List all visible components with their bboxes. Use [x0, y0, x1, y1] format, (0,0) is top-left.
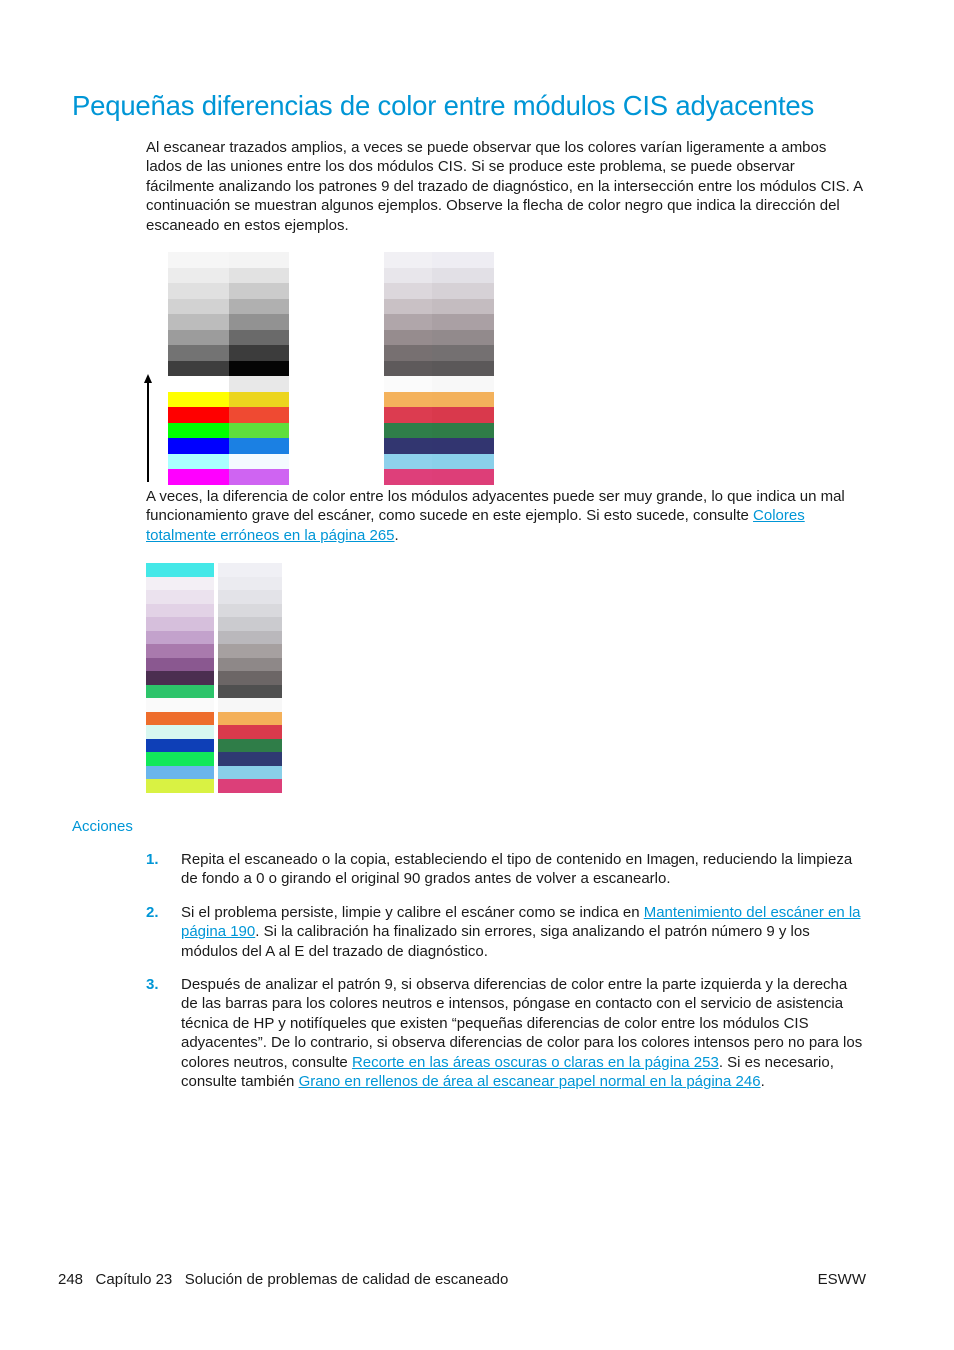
color-patch — [432, 361, 494, 377]
color-patch — [146, 712, 214, 726]
patch-row — [146, 752, 282, 766]
patch-row — [168, 407, 289, 423]
patch-row — [146, 590, 282, 604]
color-patch — [218, 752, 282, 766]
color-patch — [146, 617, 214, 631]
color-patch — [384, 407, 432, 423]
severe-difference-paragraph — [146, 487, 866, 545]
color-patch — [146, 658, 214, 672]
color-patch — [384, 469, 432, 485]
patch-row — [168, 376, 289, 392]
color-patch — [218, 563, 282, 577]
color-patch — [432, 345, 494, 361]
color-patch — [229, 252, 289, 268]
color-patch — [229, 407, 289, 423]
step-number: 2. — [146, 904, 159, 921]
color-patch — [146, 698, 214, 712]
content-type-term: Imagen — [646, 851, 695, 868]
color-patch — [229, 376, 289, 392]
color-patch — [432, 268, 494, 284]
color-patch — [168, 361, 229, 377]
patch-row — [384, 283, 494, 299]
action-step-1 — [146, 850, 866, 889]
patch-row — [168, 314, 289, 330]
color-patch — [146, 671, 214, 685]
color-patch — [168, 330, 229, 346]
scan-direction-arrow-icon — [140, 372, 156, 486]
step-2-text-a: Si el problema persiste, limpie y calibre el escáner como se indica en — [181, 904, 644, 921]
color-patch — [146, 725, 214, 739]
step-number: 1. — [146, 851, 159, 868]
link-grano-rellenos[interactable]: Grano en rellenos de área al escanear papel normal en la página 246 — [298, 1073, 761, 1091]
step-text — [181, 903, 866, 961]
color-patch — [384, 392, 432, 408]
color-patch — [432, 454, 494, 470]
patch-row — [384, 469, 494, 485]
patch-row — [168, 469, 289, 485]
color-patch — [432, 283, 494, 299]
patch-row — [146, 671, 282, 685]
color-patch — [384, 454, 432, 470]
patch-row — [146, 725, 282, 739]
color-patch — [432, 299, 494, 315]
patch-row — [384, 252, 494, 268]
color-patch — [218, 617, 282, 631]
intro-paragraph: Al escanear trazados amplios, a veces se puede observar que los colores varían ligeramente a ambos lados de las uniones entre los dos módulos CIS. Si se produce este problema, se puede observar fácilmente analizando los patrones 9 del trazado de diagnóstico, en la intersección entre los módulos CIS. A continuación se muestran algunos ejemplos. Observe la flecha de color negro que indica la dirección del escaneado en estos ejemplos. — [146, 139, 863, 234]
color-patch — [384, 299, 432, 315]
patch-row — [384, 438, 494, 454]
patch-row — [384, 314, 494, 330]
color-patch — [168, 469, 229, 485]
patch-row — [168, 345, 289, 361]
color-patch — [432, 392, 494, 408]
patch-row — [146, 779, 282, 793]
color-patch — [168, 345, 229, 361]
color-patch — [432, 423, 494, 439]
color-patch — [168, 314, 229, 330]
color-patch — [384, 438, 432, 454]
patch-row — [168, 392, 289, 408]
action-step-3 — [146, 975, 866, 1091]
color-patch — [146, 590, 214, 604]
color-patch — [218, 698, 282, 712]
color-patch — [229, 299, 289, 315]
patch-row — [384, 407, 494, 423]
color-patch — [146, 631, 214, 645]
color-patch — [146, 739, 214, 753]
color-patch — [384, 330, 432, 346]
color-patch — [146, 563, 214, 577]
step-3-text-a: Después de analizar el patrón 9, si observa diferencias de color entre la parte izquierda y la derecha de las barras para los colores neutros e intensos, póngase en contacto con el servicio de asistencia técnica de HP y notifíqueles que existen “pequeñas diferencias de color entre los módulos CIS adyacentes”. De lo contrario, si observa diferencias de color para los colores intensos pero no para los colores neutros, consulte — [181, 976, 863, 1071]
color-patch — [168, 423, 229, 439]
color-patch — [218, 604, 282, 618]
color-patch — [146, 644, 214, 658]
page-number: 248 — [58, 1271, 84, 1288]
patch-row — [384, 392, 494, 408]
footer-right: ESWW — [817, 1271, 866, 1288]
patch-row — [384, 376, 494, 392]
color-patch — [384, 314, 432, 330]
color-patch — [218, 725, 282, 739]
patch-row — [146, 658, 282, 672]
patch-row — [146, 631, 282, 645]
color-patch — [168, 299, 229, 315]
color-patch — [432, 407, 494, 423]
color-patch — [218, 779, 282, 793]
color-patch — [432, 469, 494, 485]
color-patch — [218, 590, 282, 604]
color-patch — [218, 712, 282, 726]
color-patch — [218, 766, 282, 780]
color-patch — [229, 361, 289, 377]
color-patch — [384, 283, 432, 299]
color-patch — [218, 658, 282, 672]
severe-difference-text: A veces, la diferencia de color entre los módulos adyacentes puede ser muy grande, lo que indica un mal funcionamiento grave del escáner, como sucede en este ejemplo. Si esto sucede, consulte — [146, 488, 845, 525]
color-patch — [229, 268, 289, 284]
patch-row — [168, 283, 289, 299]
color-patch — [146, 577, 214, 591]
patch-row — [168, 330, 289, 346]
patch-row — [384, 423, 494, 439]
patch-row — [146, 712, 282, 726]
color-patch — [146, 779, 214, 793]
patch-row — [168, 299, 289, 315]
color-patch — [218, 671, 282, 685]
patch-row — [168, 438, 289, 454]
patch-row — [168, 361, 289, 377]
scan-sample-left — [168, 252, 289, 485]
color-patch — [146, 766, 214, 780]
color-patch — [229, 392, 289, 408]
patch-row — [146, 563, 282, 577]
patch-row — [168, 252, 289, 268]
patch-row — [168, 268, 289, 284]
color-patch — [168, 407, 229, 423]
page-title: Pequeñas diferencias de color entre módulos CIS adyacentes — [72, 90, 815, 121]
color-patch — [218, 685, 282, 699]
patch-row — [146, 698, 282, 712]
color-patch — [218, 631, 282, 645]
color-patch — [146, 685, 214, 699]
step-1-text-b: , reduciendo la limpieza de fondo a 0 o girando el original 90 grados antes de volver a escanearlo. — [181, 851, 853, 888]
color-patch — [168, 252, 229, 268]
color-patch — [146, 604, 214, 618]
color-patch — [229, 330, 289, 346]
color-patch — [432, 330, 494, 346]
color-patch — [229, 438, 289, 454]
color-patch — [218, 739, 282, 753]
step-number: 3. — [146, 976, 159, 993]
color-patch — [229, 314, 289, 330]
patch-row — [146, 739, 282, 753]
step-2-text-b: . Si la calibración ha finalizado sin errores, siga analizando el patrón número 9 y los módulos del A al E del trazado de diagnóstico. — [181, 923, 810, 960]
color-patch — [229, 454, 289, 470]
color-patch — [229, 283, 289, 299]
color-patch — [168, 376, 229, 392]
patch-row — [168, 423, 289, 439]
color-patch — [432, 376, 494, 392]
link-recorte-areas[interactable]: Recorte en las áreas oscuras o claras en la página 253 — [351, 1053, 719, 1071]
patch-row — [384, 299, 494, 315]
patch-row — [146, 766, 282, 780]
patch-row — [384, 345, 494, 361]
color-patch — [384, 268, 432, 284]
color-patch — [384, 376, 432, 392]
color-patch — [168, 454, 229, 470]
step-3-text-b: . Si es necesario, consulte también — [181, 1053, 834, 1091]
color-patch — [168, 283, 229, 299]
severe-difference-end: . — [394, 526, 399, 544]
color-patch — [229, 469, 289, 485]
scan-sample-severe — [146, 563, 282, 793]
color-patch — [432, 314, 494, 330]
patch-row — [384, 268, 494, 284]
patch-row — [146, 617, 282, 631]
step-text — [181, 975, 866, 1091]
color-patch — [432, 252, 494, 268]
color-patch — [384, 361, 432, 377]
patch-row — [146, 604, 282, 618]
color-patch — [384, 252, 432, 268]
action-step-2 — [146, 903, 866, 961]
step-3-text-c: . — [760, 1073, 765, 1091]
step-text — [181, 850, 866, 889]
color-patch — [229, 423, 289, 439]
chapter-title: Solución de problemas de calidad de escaneado — [184, 1271, 509, 1288]
actions-heading: Acciones — [72, 818, 133, 835]
color-patch — [218, 644, 282, 658]
color-patch — [432, 438, 494, 454]
color-patch — [168, 268, 229, 284]
color-patch — [384, 345, 432, 361]
color-patch — [218, 577, 282, 591]
color-patch — [168, 438, 229, 454]
patch-row — [168, 454, 289, 470]
link-colores-erroneos[interactable]: Colores totalmente erróneos en la página 265 — [146, 507, 805, 544]
color-patch — [229, 345, 289, 361]
color-patch — [384, 423, 432, 439]
chapter-label: Capítulo 23 — [95, 1271, 173, 1288]
patch-row — [146, 644, 282, 658]
link-mantenimiento-escaner[interactable]: Mantenimiento del escáner en la página 190 — [181, 904, 861, 941]
patch-row — [146, 577, 282, 591]
patch-row — [146, 685, 282, 699]
color-patch — [146, 752, 214, 766]
step-1-text-a: Repita el escaneado o la copia, estableciendo el tipo de contenido en — [181, 851, 647, 868]
scan-sample-right — [384, 252, 494, 485]
patch-row — [384, 361, 494, 377]
patch-row — [384, 454, 494, 470]
color-patch — [168, 392, 229, 408]
footer-left — [58, 1271, 508, 1288]
patch-row — [384, 330, 494, 346]
